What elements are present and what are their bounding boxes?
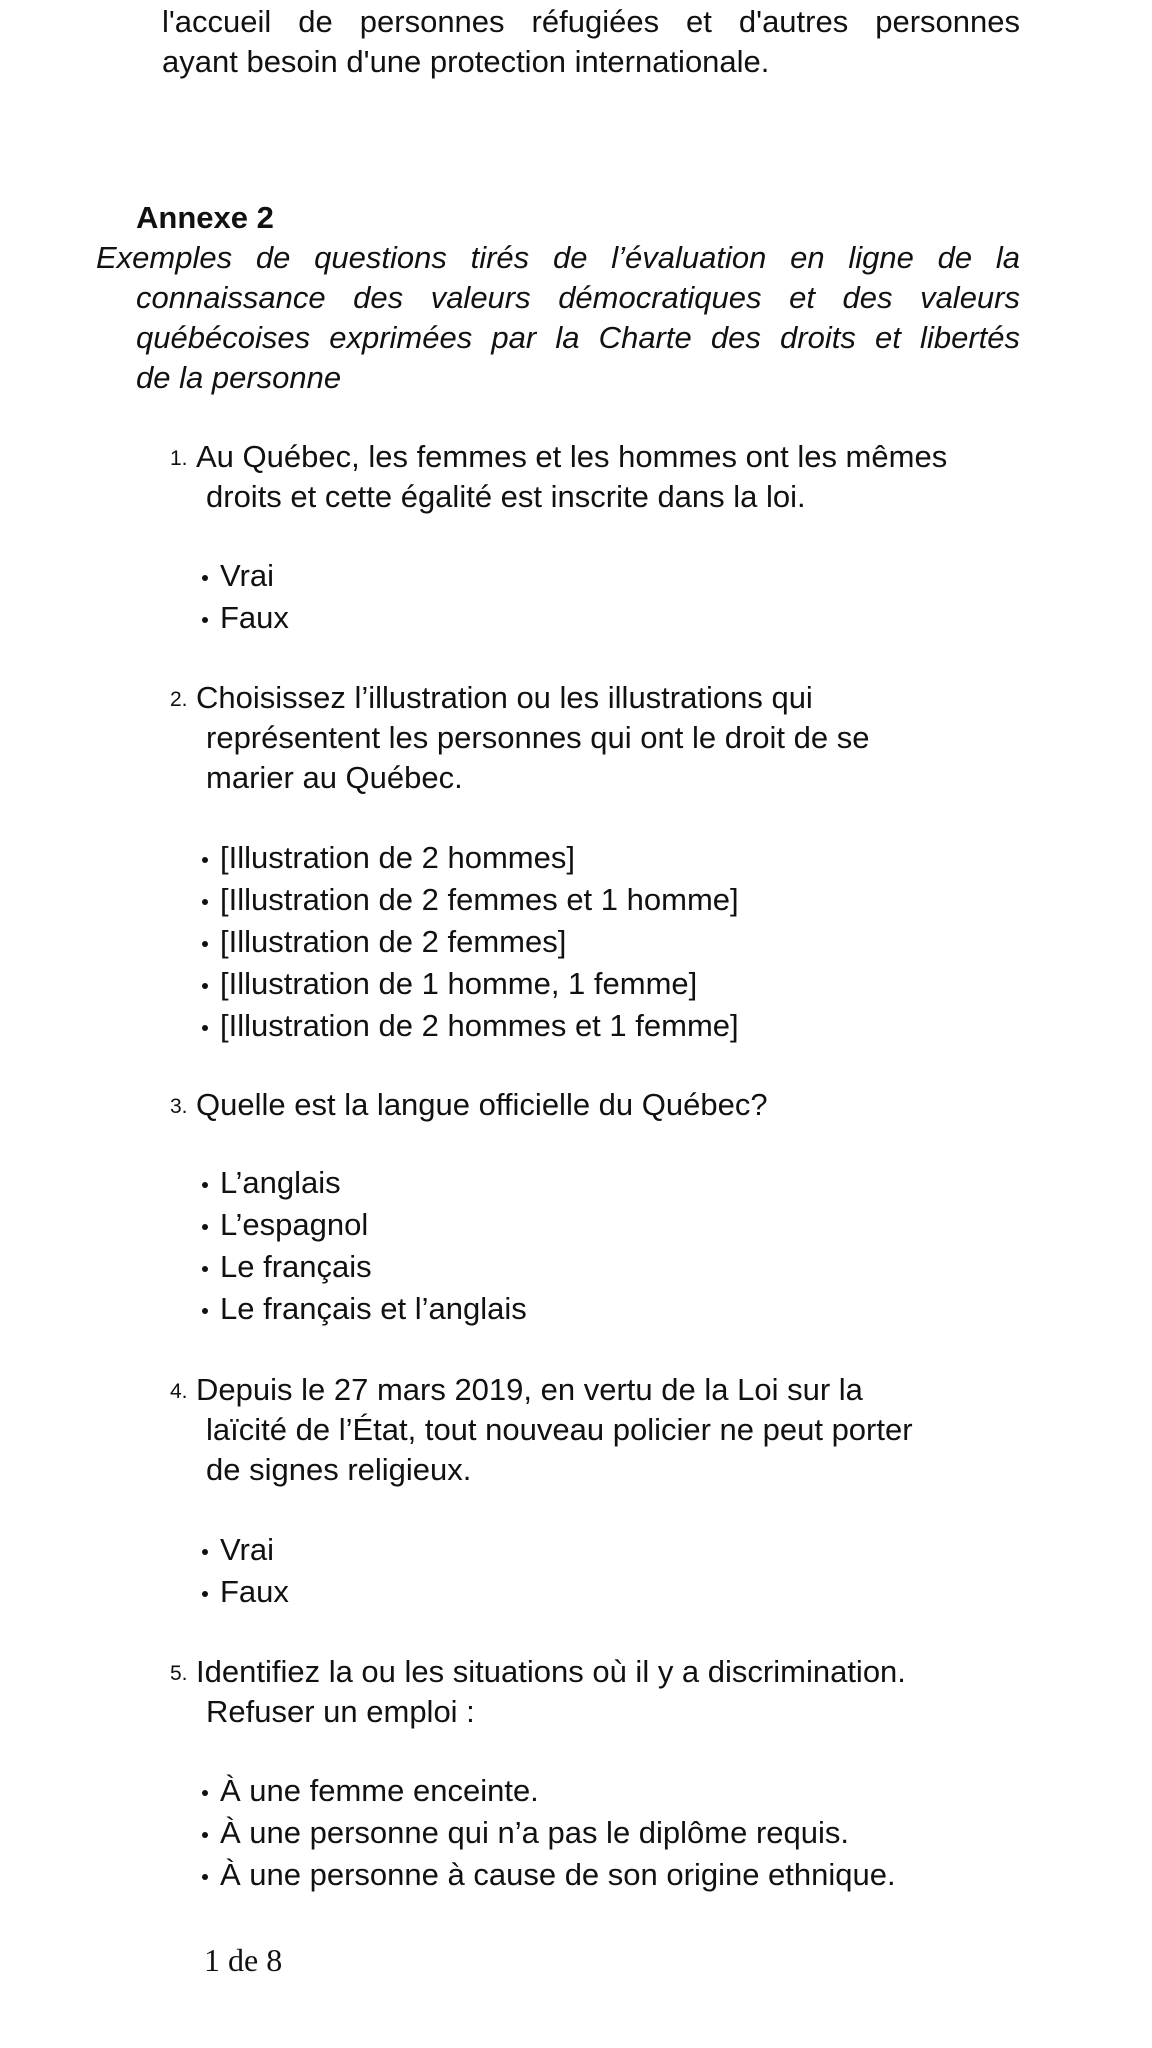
option-label: À une personne à cause de son origine ethnique. [220,1857,896,1892]
intro-line: ayant besoin d'une protection internationale. [162,44,770,79]
question-line: Choisissez l’illustration ou les illustrations qui [196,680,813,715]
option-item [202,963,739,1005]
option-item [202,1812,896,1854]
bullet-icon [202,983,208,989]
question-text [170,1085,1030,1125]
option-label: Le français et l’anglais [220,1291,527,1326]
option-item [202,1246,527,1288]
option-item [202,1288,527,1330]
option-label: [Illustration de 2 hommes] [220,840,575,875]
question-1 [170,437,1030,517]
question-line: Depuis le 27 mars 2019, en vertu de la Loi sur la [196,1372,863,1407]
option-label: [Illustration de 1 homme, 1 femme] [220,966,698,1001]
option-item [202,1529,289,1571]
question-2 [170,678,1030,798]
question-line: Identifiez la ou les situations où il y a discrimination. [196,1654,906,1689]
intro-paragraph [162,2,1020,82]
bullet-icon [202,617,208,623]
option-label: Le français [220,1249,372,1284]
question-line: de signes religieux. [206,1452,472,1487]
option-item [202,1204,527,1246]
question-line: représentent les personnes qui ont le droit de se [206,720,870,755]
question-number: 2. [170,688,188,711]
question-number: 4. [170,1380,188,1403]
option-item [202,597,289,639]
bullet-icon [202,1549,208,1555]
question-line: marier au Québec. [206,760,463,795]
bullet-icon [202,1182,208,1188]
option-item [202,837,739,879]
annex-subtitle-line: québécoises exprimées par la Charte des droits et libertés [136,320,1020,355]
option-label: Faux [220,1574,289,1609]
option-label: À une personne qui n’a pas le diplôme requis. [220,1815,850,1850]
question-number: 1. [170,447,188,470]
question-line: Quelle est la langue officielle du Québec? [196,1087,768,1122]
option-label: Faux [220,600,289,635]
option-item [202,555,289,597]
option-label: À une femme enceinte. [220,1773,539,1808]
question-number: 5. [170,1662,188,1685]
question-line: droits et cette égalité est inscrite dans la loi. [206,479,806,514]
question-line: Au Québec, les femmes et les hommes ont les mêmes [196,439,948,474]
question-5 [170,1652,1030,1732]
annex-title: Annexe 2 [136,200,274,235]
option-item [202,1854,896,1896]
question-4 [170,1370,1030,1490]
question-3 [170,1085,1030,1125]
bullet-icon [202,1308,208,1314]
question-text [170,678,1030,798]
question-5-options [202,1770,896,1896]
option-label: L’anglais [220,1165,341,1200]
bullet-icon [202,1790,208,1796]
question-text [170,1652,1030,1732]
annex-subtitle-line: connaissance des valeurs démocratiques et des valeurs [136,280,1020,315]
bullet-icon [202,941,208,947]
bullet-icon [202,575,208,581]
bullet-icon [202,1025,208,1031]
annex-subtitle-line: de la personne [136,360,342,395]
question-text [170,1370,1030,1490]
annex-subtitle-line: Exemples de questions tirés de l’évaluation en ligne de la [96,240,1020,275]
option-label: Vrai [220,1532,274,1567]
bullet-icon [202,857,208,863]
option-label: L’espagnol [220,1207,369,1242]
question-text [170,437,1030,517]
option-label: Vrai [220,558,274,593]
bullet-icon [202,1591,208,1597]
question-number: 3. [170,1095,188,1118]
bullet-icon [202,1832,208,1838]
option-item [202,1005,739,1047]
option-item [202,1571,289,1613]
option-item [202,879,739,921]
question-4-options [202,1529,289,1613]
question-line: Refuser un emploi : [206,1694,475,1729]
option-item [202,921,739,963]
option-item [202,1162,527,1204]
question-3-options [202,1162,527,1330]
intro-line: l'accueil de personnes réfugiées et d'autres personnes [162,4,1020,39]
option-label: [Illustration de 2 femmes et 1 homme] [220,882,739,917]
option-item [202,1770,896,1812]
bullet-icon [202,1874,208,1880]
option-label: [Illustration de 2 hommes et 1 femme] [220,1008,739,1043]
bullet-icon [202,1266,208,1272]
option-label: [Illustration de 2 femmes] [220,924,567,959]
annex-subtitle [96,238,1020,398]
question-line: laïcité de l’État, tout nouveau policier ne peut porter [206,1412,913,1447]
question-1-options [202,555,289,639]
bullet-icon [202,1224,208,1230]
question-2-options [202,837,739,1047]
page-number: 1 de 8 [204,1942,283,1978]
bullet-icon [202,899,208,905]
